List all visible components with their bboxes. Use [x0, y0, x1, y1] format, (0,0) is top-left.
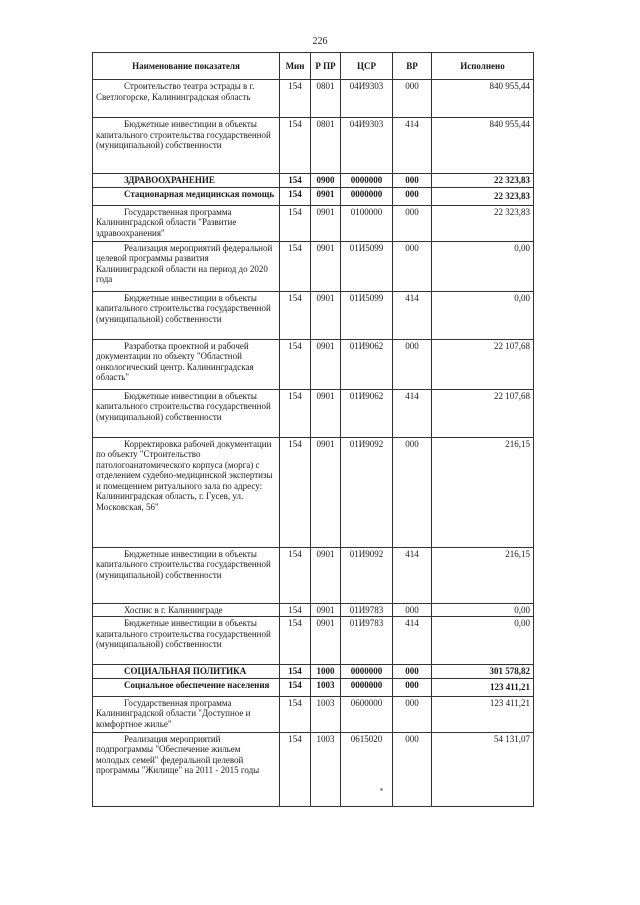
- row-executed-amount: 301 578,82: [432, 665, 534, 679]
- row-executed-amount: 216,15: [432, 547, 534, 603]
- row-executed-amount: 0,00: [432, 617, 534, 665]
- page-number: 226: [312, 36, 328, 47]
- row-name: [93, 389, 280, 437]
- row-ministry: 154: [280, 339, 311, 389]
- row-executed-amount: 22 107,68: [432, 389, 534, 437]
- row-section: 0901: [311, 205, 341, 241]
- row-target-article: 0615020: [341, 732, 393, 806]
- row-target-article: 04И9303: [341, 80, 393, 118]
- budget-execution-table: [92, 52, 534, 807]
- row-section: 1003: [311, 732, 341, 806]
- header-target-article: ЦСР: [341, 53, 393, 80]
- table-row: [93, 696, 534, 732]
- row-target-article: 01И5099: [341, 291, 393, 339]
- row-name-text: Разработка проектной и рабочей документации по объекту "Областной онкологический центр. Калининградская область": [96, 340, 254, 382]
- row-name-text: Строительство театра эстрады в г. Светлогорске, Калининградская область: [96, 81, 255, 102]
- row-name: [93, 732, 280, 806]
- table-row: [93, 241, 534, 291]
- row-target-article: 01И9062: [341, 339, 393, 389]
- table-row: [93, 389, 534, 437]
- header-ministry: Мин: [280, 53, 311, 80]
- table-row: [93, 187, 534, 205]
- row-name: [93, 665, 280, 679]
- row-name: [93, 678, 280, 696]
- row-executed-amount: 22 323,83: [432, 187, 534, 205]
- row-section: 1003: [311, 678, 341, 696]
- row-executed-amount: 54 131,07: [432, 732, 534, 806]
- row-name: [93, 696, 280, 732]
- row-expense-type: 000: [393, 174, 432, 188]
- row-name-text: Бюджетные инвестиции в объекты капитального строительства государственной (муниципальной) собственности: [96, 390, 271, 422]
- row-section: 0801: [311, 80, 341, 118]
- row-ministry: 154: [280, 80, 311, 118]
- row-name: [93, 603, 280, 617]
- row-ministry: 154: [280, 547, 311, 603]
- row-executed-amount: 22 323,83: [432, 174, 534, 188]
- row-expense-type: 000: [393, 665, 432, 679]
- row-section: 0901: [311, 241, 341, 291]
- row-expense-type: 000: [393, 603, 432, 617]
- row-executed-amount: 123 411,21: [432, 696, 534, 732]
- row-name-text: Бюджетные инвестиции в объекты капитального строительства государственной (муниципальной) собственности: [96, 618, 271, 649]
- row-name-text: Бюджетные инвестиции в объекты капитального строительства государственной (муниципальной) собственности: [96, 119, 271, 150]
- row-name-text: Стационарная медицинская помощь: [124, 188, 275, 199]
- table-row: [93, 174, 534, 188]
- row-name-text: ЗДРАВООХРАНЕНИЕ: [124, 175, 215, 185]
- row-name: [93, 547, 280, 603]
- row-section: 0901: [311, 187, 341, 205]
- table-row: [93, 118, 534, 174]
- header-section: Р ПР: [311, 53, 341, 80]
- row-section: 0901: [311, 547, 341, 603]
- row-section: 0901: [311, 389, 341, 437]
- table-row: [93, 291, 534, 339]
- row-name: [93, 118, 280, 174]
- row-name-text: Реализация мероприятий федеральной целевой программы развития Калининградской области на период до 2020 года: [96, 242, 273, 284]
- row-name: [93, 80, 280, 118]
- row-ministry: 154: [280, 437, 311, 547]
- header-indicator-name: Наименование показателя: [93, 53, 280, 80]
- row-name: [93, 437, 280, 547]
- row-section: 1003: [311, 696, 341, 732]
- row-section: 0901: [311, 291, 341, 339]
- row-section: 0901: [311, 437, 341, 547]
- row-ministry: 154: [280, 118, 311, 174]
- table-row: [93, 603, 534, 617]
- row-target-article: 0100000: [341, 205, 393, 241]
- row-target-article: 0600000: [341, 696, 393, 732]
- table-row: [93, 732, 534, 806]
- table-row: [93, 80, 534, 118]
- row-ministry: 154: [280, 603, 311, 617]
- header-executed: Исполнено: [432, 53, 534, 80]
- row-ministry: 154: [280, 174, 311, 188]
- header-expense-type: ВР: [393, 53, 432, 80]
- row-ministry: 154: [280, 205, 311, 241]
- row-target-article: 0000000: [341, 665, 393, 679]
- table-row: [93, 665, 534, 679]
- table-row: [93, 678, 534, 696]
- row-executed-amount: 840 955,44: [432, 118, 534, 174]
- row-target-article: 04И9303: [341, 118, 393, 174]
- row-section: 1000: [311, 665, 341, 679]
- row-name: [93, 339, 280, 389]
- row-name: [93, 241, 280, 291]
- row-target-article: 0000000: [341, 187, 393, 205]
- row-ministry: 154: [280, 665, 311, 679]
- row-name-text: Реализация мероприятий подпрограммы "Обеспечение жильем молодых семей" федеральной целевой программы "Жилище" на 2011 - 2015 годы: [96, 733, 260, 775]
- row-name-text: Корректировка рабочей документации по объекту "Строительство патологоанатомического корпуса (морга) с отделением судебно-медицинской экспертизы и помещением ритуального зала по адресу: Калининградская область, г. Гусев, ул. Московская, 56": [96, 438, 273, 512]
- row-name-text: Государственная программа Калининградской области "Развитие здравоохранения": [96, 206, 237, 238]
- table-row: [93, 205, 534, 241]
- row-executed-amount: 0,00: [432, 241, 534, 291]
- row-ministry: 154: [280, 732, 311, 806]
- row-ministry: 154: [280, 696, 311, 732]
- row-executed-amount: 123 411,21: [432, 678, 534, 696]
- row-ministry: 154: [280, 187, 311, 205]
- row-target-article: 0000000: [341, 678, 393, 696]
- row-executed-amount: 0,00: [432, 291, 534, 339]
- row-target-article: 01И9783: [341, 603, 393, 617]
- row-name: [93, 205, 280, 241]
- table-row: [93, 547, 534, 603]
- row-name-text: Государственная программа Калининградской области "Доступное и комфортное жилье": [96, 697, 251, 729]
- row-name: [93, 174, 280, 188]
- row-executed-amount: 0,00: [432, 603, 534, 617]
- row-target-article: 01И5099: [341, 241, 393, 291]
- row-executed-amount: 22 107,68: [432, 339, 534, 389]
- row-executed-amount: 216,15: [432, 437, 534, 547]
- row-target-article: 01И9783: [341, 617, 393, 665]
- row-expense-type: 000: [393, 205, 432, 241]
- row-executed-amount: 22 323,83: [432, 205, 534, 241]
- row-target-article: 01И9062: [341, 389, 393, 437]
- row-name: [93, 291, 280, 339]
- row-target-article: 01И9092: [341, 547, 393, 603]
- row-name-text: Хоспис в г. Калининграде: [124, 604, 223, 615]
- row-expense-type: 000: [393, 678, 432, 696]
- row-expense-type: 414: [393, 617, 432, 665]
- table-row: [93, 437, 534, 547]
- row-name-text: СОЦИАЛЬНАЯ ПОЛИТИКА: [124, 666, 247, 676]
- row-name: [93, 187, 280, 205]
- row-ministry: 154: [280, 241, 311, 291]
- row-name: [93, 617, 280, 665]
- scan-dot: [380, 788, 383, 791]
- row-target-article: 01И9092: [341, 437, 393, 547]
- row-expense-type: 414: [393, 547, 432, 603]
- row-target-article: 0000000: [341, 174, 393, 188]
- row-name-text: Бюджетные инвестиции в объекты капитального строительства государственной (муниципальной) собственности: [96, 292, 271, 324]
- row-ministry: 154: [280, 678, 311, 696]
- row-section: 0901: [311, 339, 341, 389]
- row-expense-type: 000: [393, 732, 432, 806]
- row-section: 0901: [311, 617, 341, 665]
- row-expense-type: 000: [393, 437, 432, 547]
- row-expense-type: 000: [393, 241, 432, 291]
- row-name-text: Социальное обеспечение населения: [124, 679, 270, 690]
- row-ministry: 154: [280, 617, 311, 665]
- row-section: 0900: [311, 174, 341, 188]
- table-header-row: [93, 53, 534, 80]
- row-expense-type: 414: [393, 389, 432, 437]
- row-ministry: 154: [280, 291, 311, 339]
- row-executed-amount: 840 955,44: [432, 80, 534, 118]
- row-expense-type: 000: [393, 80, 432, 118]
- row-expense-type: 000: [393, 696, 432, 732]
- row-expense-type: 000: [393, 339, 432, 389]
- row-section: 0801: [311, 118, 341, 174]
- row-name-text: Бюджетные инвестиции в объекты капитального строительства государственной (муниципальной) собственности: [96, 548, 271, 580]
- row-section: 0901: [311, 603, 341, 617]
- table-row: [93, 339, 534, 389]
- row-expense-type: 414: [393, 118, 432, 174]
- row-expense-type: 414: [393, 291, 432, 339]
- table-row: [93, 617, 534, 665]
- row-ministry: 154: [280, 389, 311, 437]
- row-expense-type: 000: [393, 187, 432, 205]
